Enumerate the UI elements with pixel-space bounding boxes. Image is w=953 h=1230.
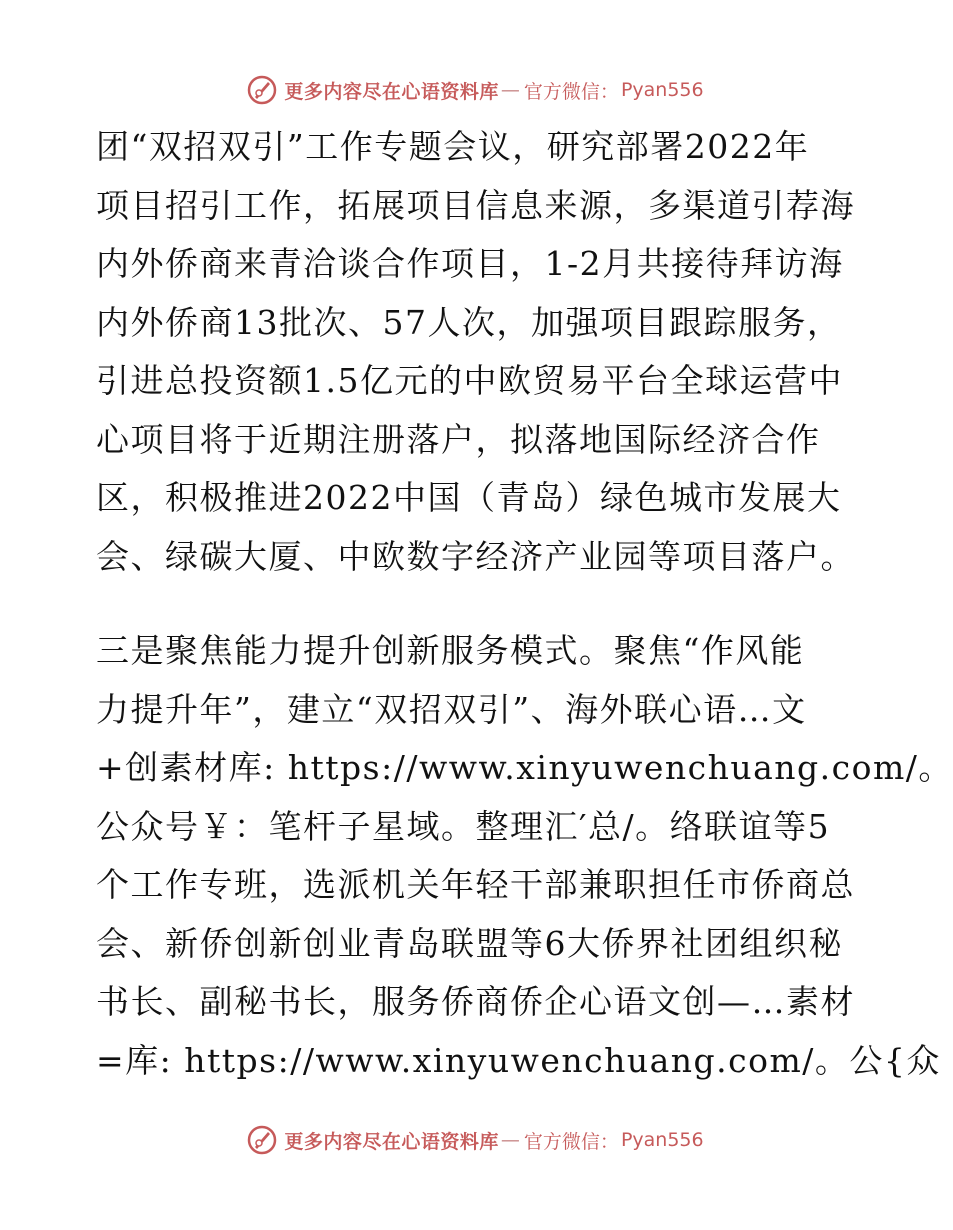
watermark-wechat-id: Pyan556 <box>620 1129 704 1151</box>
watermark-brand: 更多内容尽在心语资料库 <box>284 80 499 103</box>
text-line: +创素材库: https://www.xinyuwenchuang.com/。 <box>96 748 953 787</box>
text-line: 会、绿碳大厦、中欧数字经济产业园等项目落户。 <box>96 536 855 576</box>
watermark-wechat-id: Pyan556 <box>620 79 704 101</box>
text-line: =库: https://www.xinyuwenchuang.com/。公{众 <box>96 1040 941 1080</box>
text-line: 区，积极推进2022中国（青岛）绿色城市发展大 <box>96 478 842 517</box>
text-line: 会、新侨创新创业青岛联盟等6大侨界社团组织秘 <box>96 923 843 963</box>
text-line: 书长、副秘书长，服务侨商侨企心语文创—…素材 <box>96 982 855 1021</box>
paragraph-gap <box>96 586 856 622</box>
text-line: 力提升年”，建立“双招双引”、海外联心语…文 <box>96 689 807 729</box>
watermark-label: 官方微信： <box>523 80 619 103</box>
watermark-separator: — <box>500 1129 520 1151</box>
text-line: 内外侨商13批次、57人次，加强项目跟踪服务， <box>96 302 842 342</box>
watermark-label: 官方微信： <box>523 1130 619 1153</box>
text-line: 团“双招双引”工作专题会议，研究部署2022年 <box>96 127 810 166</box>
text-line: 项目招引工作，拓展项目信息来源，多渠道引荐海 <box>96 185 855 225</box>
text-line: 个工作专班，选派机关年轻干部兼职担任市侨商总 <box>96 865 855 904</box>
text-line: 公众号￥：笔杆子星域。整理汇′总/。络联谊等5 <box>96 806 831 846</box>
text-line: 心项目将于近期注册落户，拟落地国际经济合作 <box>96 419 821 459</box>
watermark-separator: — <box>500 79 520 101</box>
quill-seal-icon <box>246 74 278 106</box>
header-watermark <box>0 70 950 110</box>
text-line: 内外侨商来青洽谈合作项目，1-2月共接待拜访海 <box>96 244 844 283</box>
document-body <box>96 118 953 1090</box>
paragraph-1 <box>96 118 856 586</box>
paragraph-2 <box>96 622 953 1090</box>
text-line: 三是聚焦能力提升创新服务模式。聚焦“作风能 <box>96 631 805 670</box>
footer-watermark <box>0 1120 950 1160</box>
watermark-brand: 更多内容尽在心语资料库 <box>284 1130 499 1153</box>
quill-seal-icon <box>246 1124 278 1156</box>
text-line: 引进总投资额1.5亿元的中欧贸易平台全球运营中 <box>96 361 843 400</box>
